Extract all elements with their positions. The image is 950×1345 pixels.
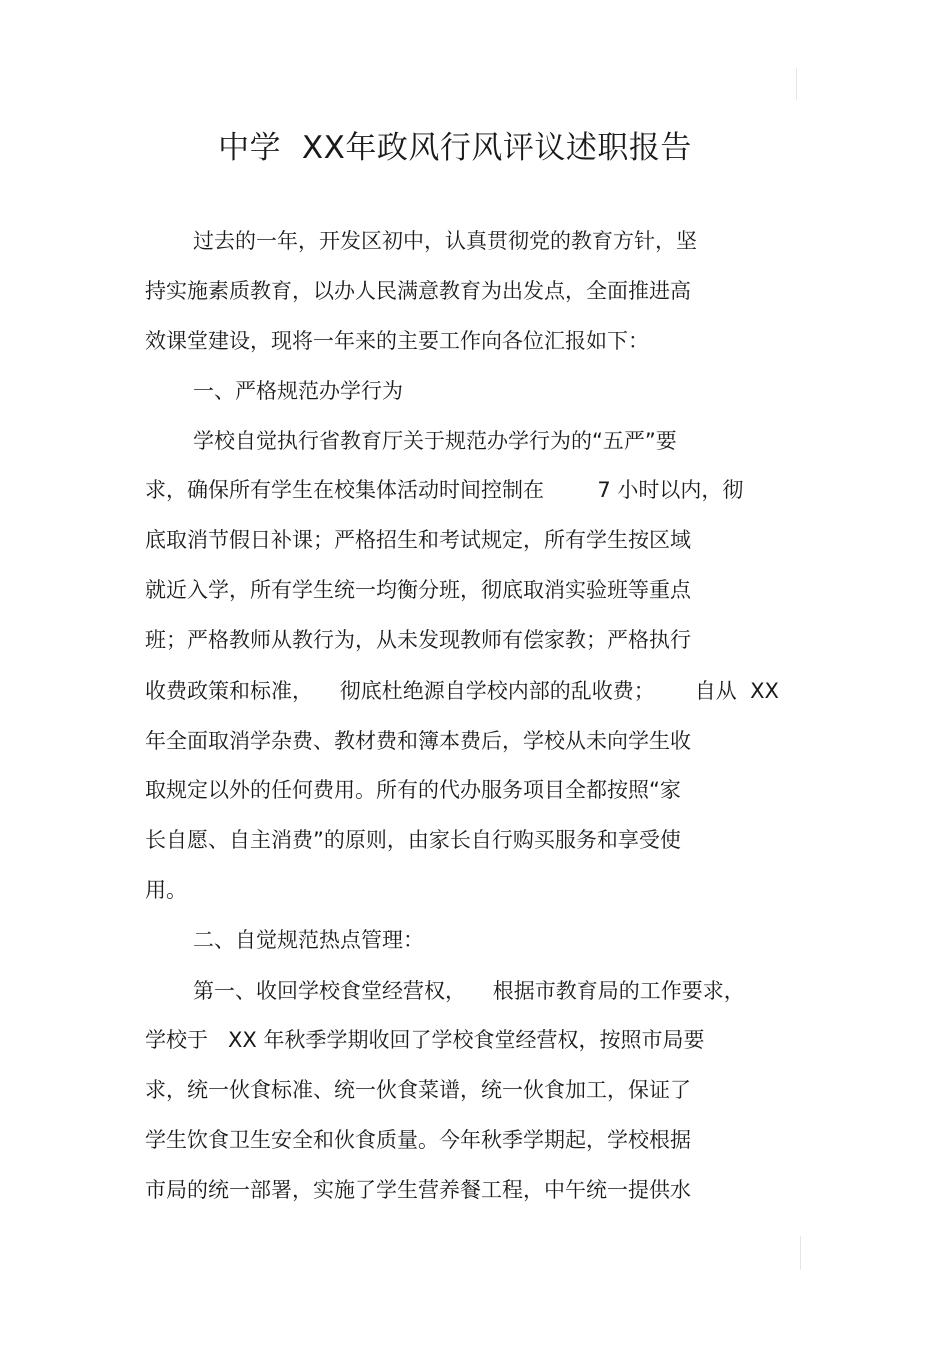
page-edge-mark-top [796, 68, 797, 100]
body-line-3: 效课堂建设，现将一年来的主要工作向各位汇报如下： [145, 329, 649, 353]
body-line-10: 收费政策和标准， 彻底杜绝源自学校内部的乱收费； 自从 XX [145, 679, 779, 703]
body-line-11: 年全面取消学杂费、教材费和簿本费后，学校从未向学生收 [145, 729, 691, 753]
body-line-19: 学生饮食卫生安全和伙食质量。今年秋季学期起，学校根据 [145, 1128, 691, 1152]
body-line-16: 第一、收回学校食堂经营权， 根据市教育局的工作要求， [193, 979, 745, 1003]
page-edge-mark-bottom [800, 1236, 801, 1270]
body-line-7: 底取消节假日补课；严格招生和考试规定，所有学生按区域 [145, 528, 691, 552]
section-heading-1: 一、严格规范办学行为 [193, 379, 403, 403]
body-line-8: 就近入学，所有学生统一均衡分班，彻底取消实验班等重点 [145, 578, 691, 602]
body-line-14: 用。 [145, 878, 187, 902]
body-line-1: 过去的一年，开发区初中，认真贯彻党的教育方针，坚 [193, 229, 697, 253]
body-line-2: 持实施素质教育，以办人民满意教育为出发点，全面推进高 [145, 279, 691, 303]
body-line-17: 学校于 XX 年秋季学期收回了学校食堂经营权，按照市局要 [145, 1028, 705, 1052]
body-line-9: 班；严格教师从教行为，从未发现教师有偿家教；严格执行 [145, 628, 691, 652]
body-line-12: 取规定以外的任何费用。所有的代办服务项目全都按照“家 [145, 778, 681, 802]
body-line-6: 求，确保所有学生在校集体活动时间控制在 7 小时以内，彻 [145, 478, 744, 502]
body-line-5: 学校自觉执行省教育厅关于规范办学行为的“五严”要 [193, 429, 677, 453]
document-title: 中学 XX年政风行风评议述职报告 [218, 130, 692, 166]
body-line-13: 长自愿、自主消费”的原则，由家长自行购买服务和享受使 [145, 828, 681, 852]
body-line-18: 求，统一伙食标准、统一伙食菜谱，统一伙食加工，保证了 [145, 1078, 691, 1102]
body-line-20: 市局的统一部署，实施了学生营养餐工程，中午统一提供水 [145, 1178, 691, 1202]
section-heading-2: 二、自觉规范热点管理： [193, 928, 424, 952]
